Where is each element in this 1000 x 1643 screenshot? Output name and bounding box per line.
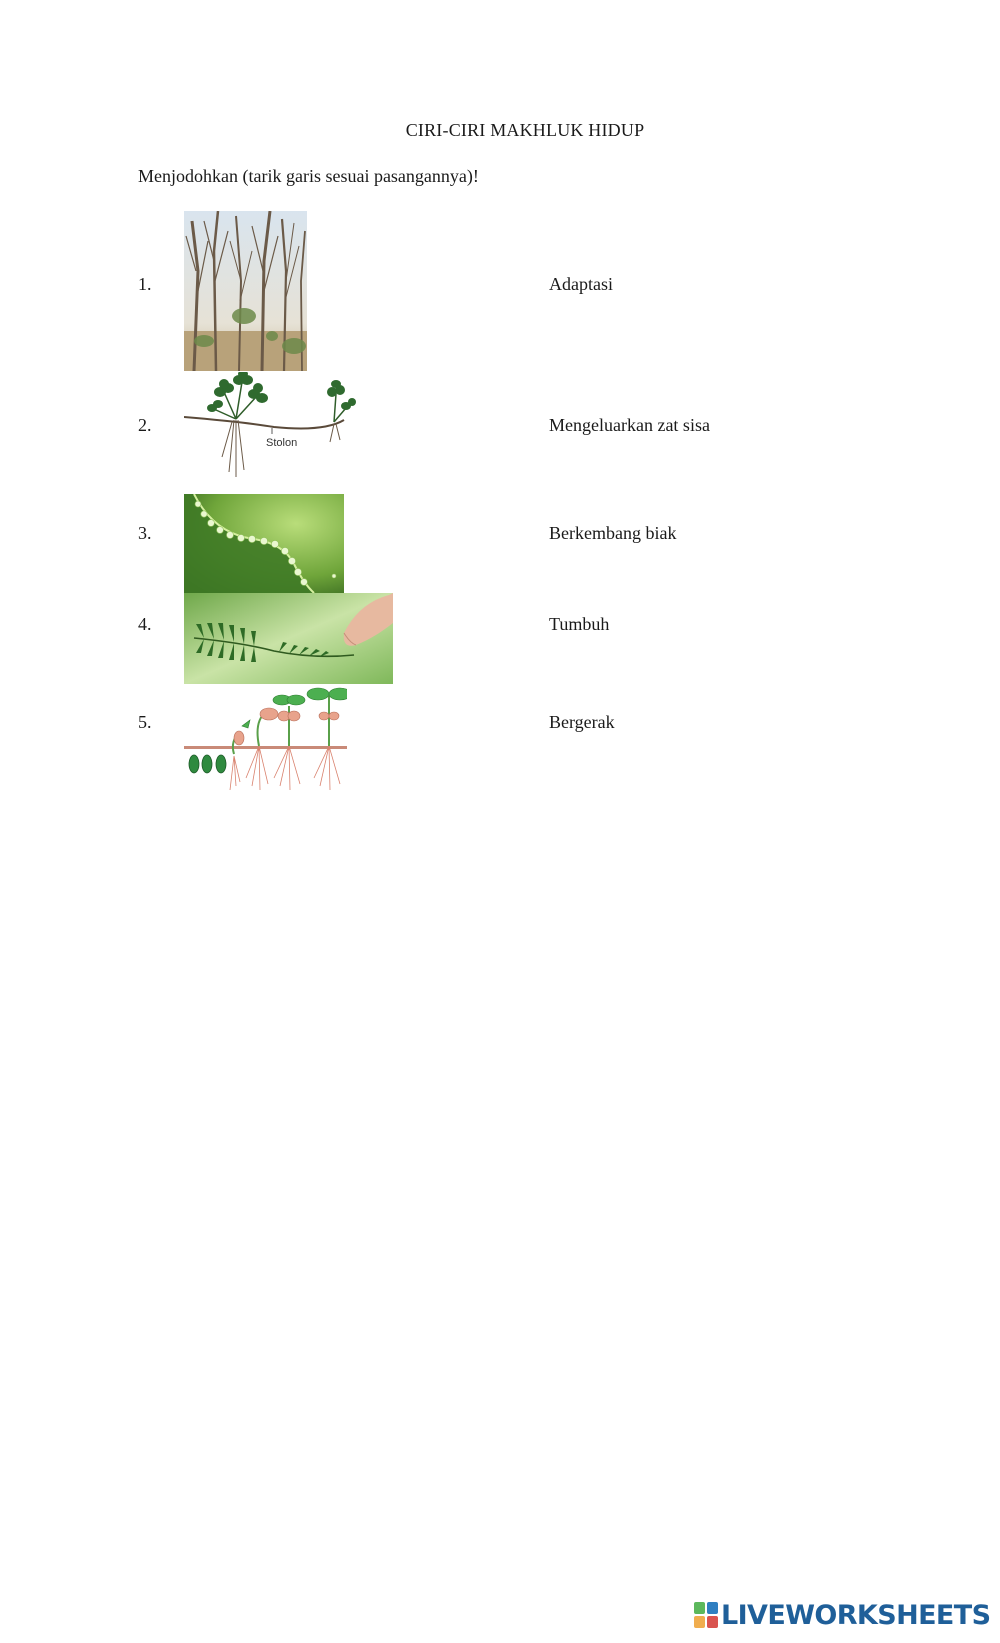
answer-option-3: Berkembang biak — [549, 523, 677, 543]
seed-germination-image — [184, 686, 347, 790]
logo-text: LIVEWORKSHEETS — [721, 1599, 991, 1631]
item-number-2: 2. — [138, 415, 152, 435]
svg-text:Stolon: Stolon — [266, 437, 298, 449]
answer-option-5: Bergerak — [549, 712, 615, 732]
stolon-plant-image — [184, 372, 359, 492]
item-number-3: 3. — [138, 523, 152, 543]
item-number-1: 1. — [138, 274, 152, 294]
answer-option-4: Tumbuh — [549, 614, 610, 634]
bare-trees-forest-image — [184, 211, 307, 371]
leaf-water-droplets-image — [184, 494, 344, 593]
mimosa-leaf-touch-image — [184, 593, 393, 684]
worksheet-title: CIRI-CIRI MAKHLUK HIDUP — [405, 120, 645, 140]
item-number-4: 4. — [138, 614, 152, 634]
instruction-text: Menjodohkan (tarik garis sesuai pasangannya)! — [138, 166, 479, 186]
answer-option-2: Mengeluarkan zat sisa — [549, 415, 710, 435]
logo-mark-icon — [694, 1602, 718, 1628]
liveworksheets-logo[interactable] — [694, 1598, 990, 1632]
item-number-5: 5. — [138, 712, 152, 732]
answer-option-1: Adaptasi — [549, 274, 613, 294]
